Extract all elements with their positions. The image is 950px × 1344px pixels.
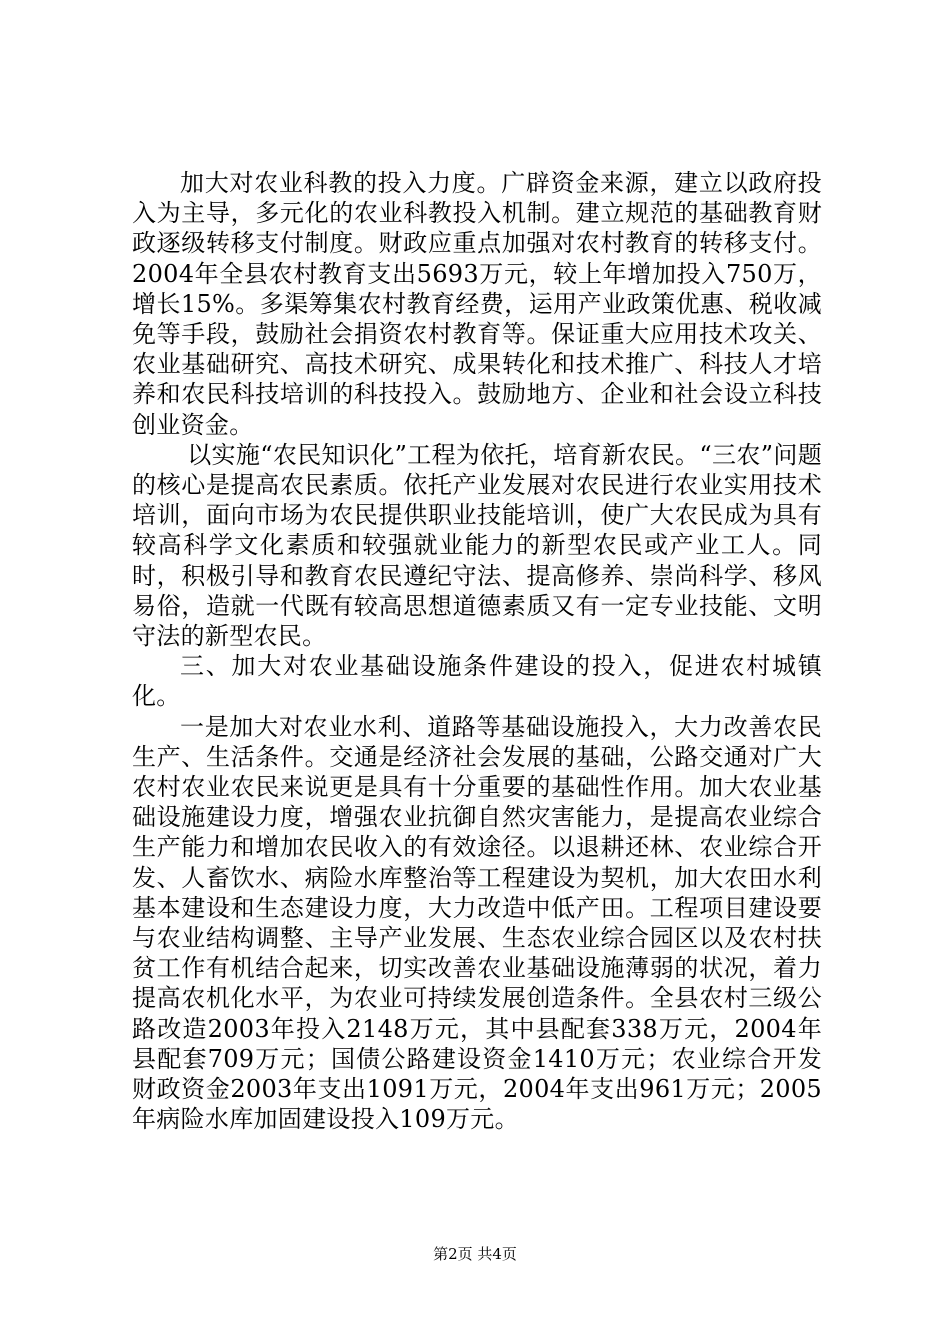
paragraph-water-road-infrastructure: 一是加大对农业水利、道路等基础设施投入，大力改善农民生产、生活条件。交通是经济社会发展的基础，公路交通对广大农村农业农民来说更是具有十分重要的基础性作用。加大农业基础设施建设力度，增强农业抗御自然灾害能力，是提高农业综合生产能力和增加农民收入的有效途径。以退耕还林、农业综合开发、人畜饮水、病险水库整治等工程建设为契机，加大农田水利基本建设和生态建设力度，大力改造中低产田。工程项目建设要与农业结构调整、主导产业发展、生态农业综合园区以及农村扶贫工作有机结合起来，切实改善农业基础设施薄弱的状况，着力提高农机化水平，为农业可持续发展创造条件。全县农村三级公路改造2003年投入2148万元，其中县配套338万元，2004年县配套709万元；国债公路建设资金1410万元；农业综合开发财政资金2003年支出1091万元，2004年支出961万元；2005年病险水库加固建设投入109万元。 xyxy=(132,712,822,1134)
paragraph-agri-education-investment: 加大对农业科教的投入力度。广辟资金来源，建立以政府投入为主导，多元化的农业科教投入机制。建立规范的基础教育财政逐级转移支付制度。财政应重点加强对农村教育的转移支付。2004年全县农村教育支出5693万元，较上年增加投入750万，增长15%。多渠筹集农村教育经费，运用产业政策优惠、税收减免等手段，鼓励社会捐资农村教育等。保证重大应用技术攻关、农业基础研究、高技术研究、成果转化和技术推广、科技人才培养和农民科技培训的科技投入。鼓励地方、企业和社会设立科技创业资金。 xyxy=(132,169,822,439)
document-body xyxy=(132,168,822,1135)
section-heading-infrastructure: 三、加大对农业基础设施条件建设的投入，促进农村城镇化。 xyxy=(132,652,822,711)
page-number-footer: 第2页 共4页 xyxy=(433,1245,517,1263)
paragraph-farmer-knowledge-project: 以实施“农民知识化”工程为依托，培育新农民。“三农”问题的核心是提高农民素质。依托产业发展对农民进行农业实用技术培训，面向市场为农民提供职业技能培训，使广大农民成为具有较高科学文化素质和较强就业能力的新型农民或产业工人。同时，积极引导和教育农民遵纪守法、提高修养、崇尚科学、移风易俗，造就一代既有较高思想道德素质又有一定专业技能、文明守法的新型农民。 xyxy=(132,440,822,651)
